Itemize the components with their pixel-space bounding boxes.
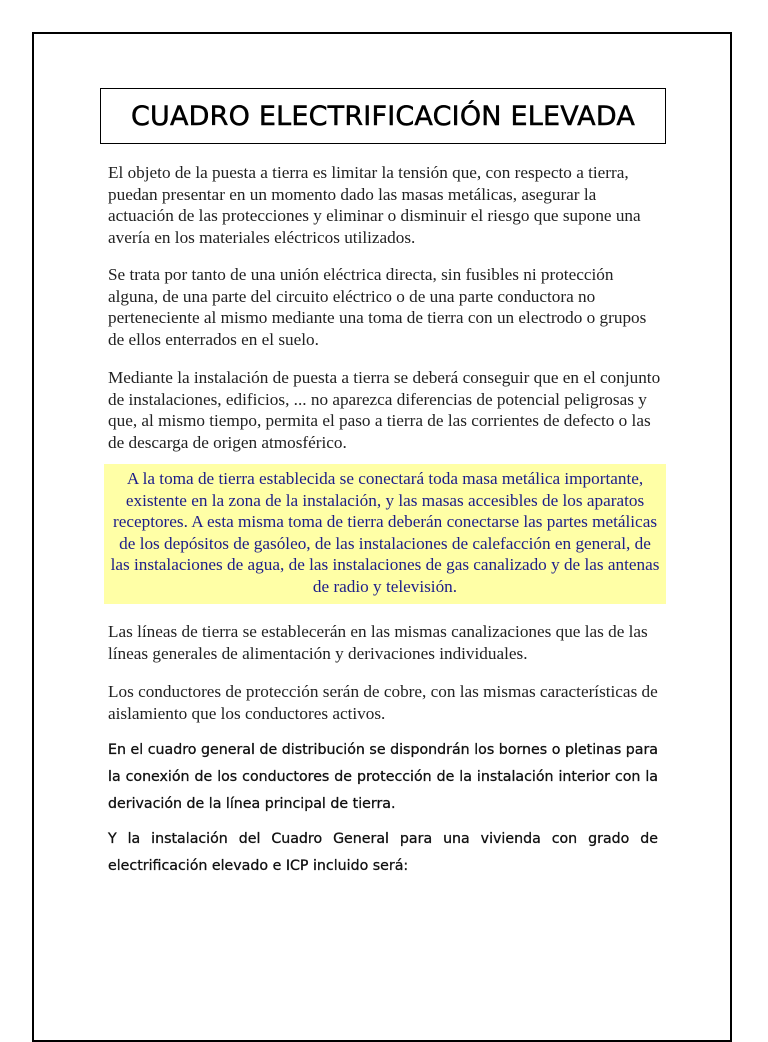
- highlighted-note: [104, 464, 666, 604]
- paragraph-purpose: El objeto de la puesta a tierra es limitar la tensión que, con respecto a tierra, puedan presentar en un momento dado las masas metálicas, asegurar la actuación de las protecciones y eliminar o disminuir el riesgo que supone una avería en los materiales eléctricos utilizados.: [108, 163, 641, 247]
- document-title: CUADRO ELECTRIFICACIÓN ELEVADA: [130, 100, 636, 132]
- paragraph-highlighted: A la toma de tierra establecida se conectará toda masa metálica importante, existente en la zona de la instalación, y las masas accesibles de los aparatos receptores. A esta misma toma de tierra deberán conectarse las partes metálicas de los depósitos de gasóleo, de las instalaciones de calefacción en general, de las instalaciones de agua, de las instalaciones de gas canalizado y de las antenas de radio y televisión.: [110, 469, 660, 596]
- paragraph-earth-lines: Las líneas de tierra se establecerán en las mismas canalizaciones que las de las líneas generales de alimentación y derivaciones individuales.: [108, 622, 648, 663]
- paragraph-definition: Se trata por tanto de una unión eléctrica directa, sin fusibles ni protección alguna, de una parte del circuito eléctrico o de una parte conductora no perteneciente al mismo mediante una toma de tierra con un electrodo o grupos de ellos enterrados en el suelo.: [108, 265, 647, 349]
- paragraph-installation: Mediante la instalación de puesta a tierra se deberá conseguir que en el conjunto de instalaciones, edificios, ... no aparezca diferencias de potencial peligrosas y que, al mismo tiempo, permita el paso a tierra de las corrientes de defecto o las de descarga de origen atmosférico.: [108, 368, 661, 452]
- paragraph-distribution-board: En el cuadro general de distribución se dispondrán los bornes o pletinas para la conexión de los conductores de protección de la instalación interior con la derivación de la línea principal de tierra.: [108, 742, 658, 812]
- paragraph-general-board: Y la instalación del Cuadro General para una vivienda con grado de electrificación elevado e ICP incluido será:: [108, 831, 658, 874]
- title-box: [100, 88, 666, 144]
- paragraph-conductors: Los conductores de protección serán de cobre, con las mismas características de aislamiento que los conductores activos.: [108, 682, 658, 723]
